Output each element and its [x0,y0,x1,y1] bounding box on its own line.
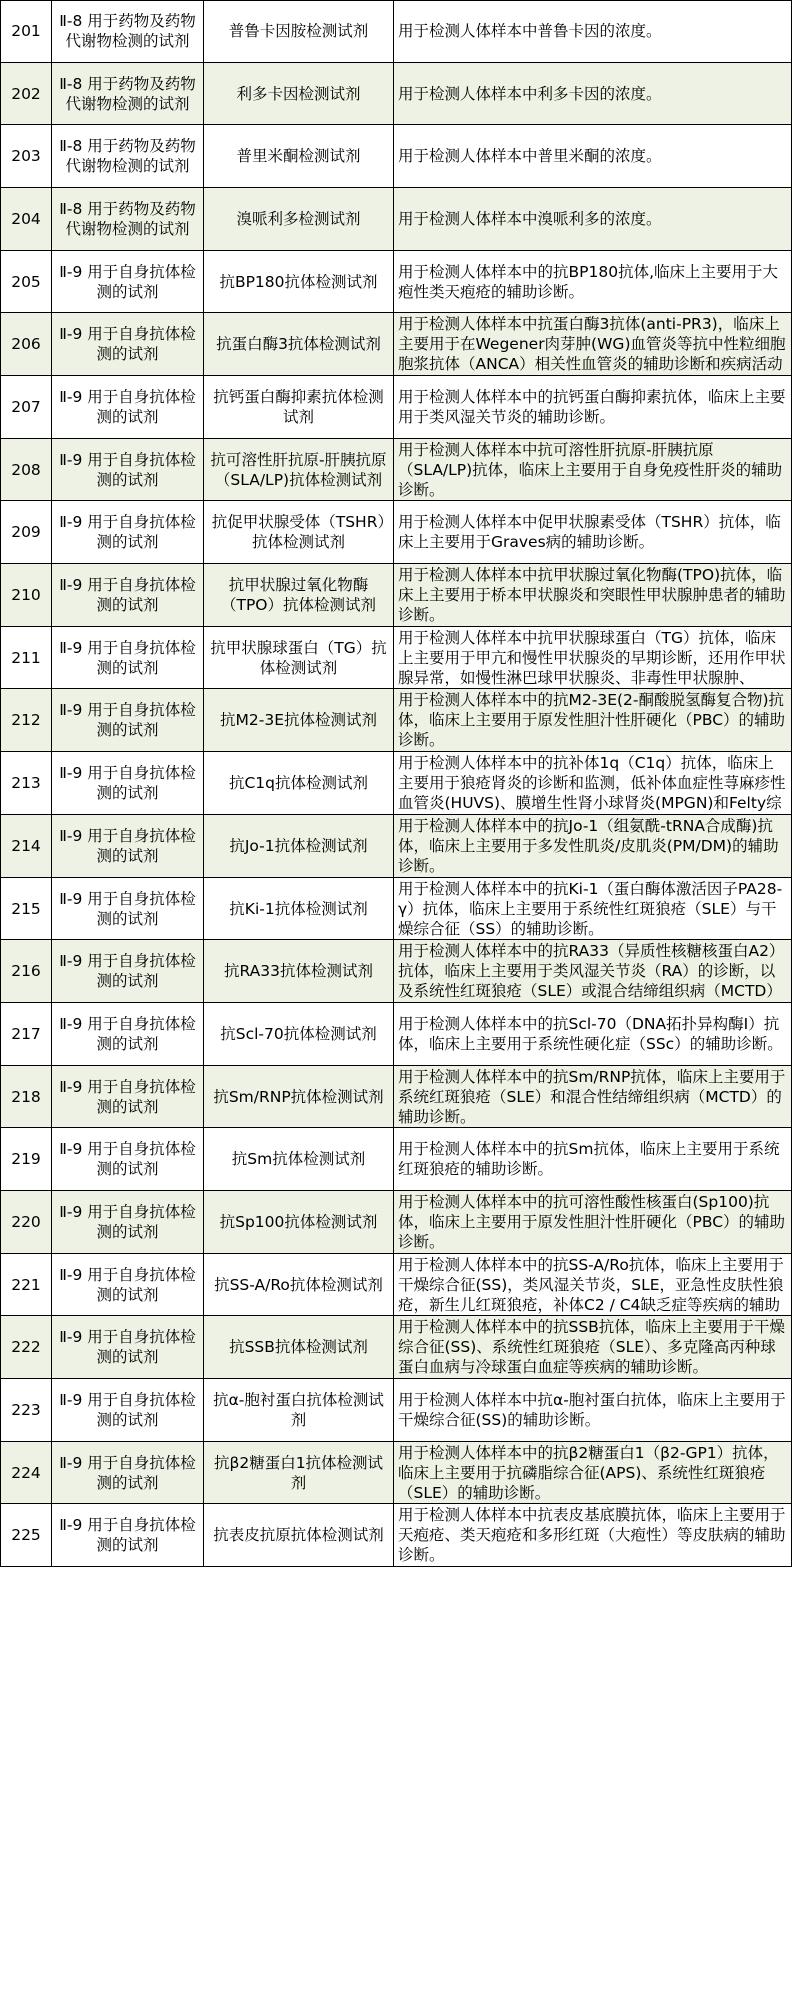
description-cell [394,313,792,376]
category-cell: Ⅱ-8 用于药物及药物代谢物检测的试剂 [52,63,204,125]
product-name-cell: 抗BP180抗体检测试剂 [204,251,394,313]
description-cell [394,63,792,125]
description-text: 用于检测人体样本中促甲状腺素受体（TSHR）抗体，临床上主要用于Graves病的辅助诊断。 [398,513,781,551]
table-row [0,501,792,564]
product-name-cell: 抗促甲状腺受体（TSHR）抗体检测试剂 [204,501,394,564]
row-number: 223 [0,1379,52,1442]
product-name-cell: 抗钙蛋白酶抑素抗体检测试剂 [204,376,394,439]
product-name-cell: 抗Scl-70抗体检测试剂 [204,1003,394,1066]
row-number: 209 [0,501,52,564]
category-cell: Ⅱ-9 用于自身抗体检测的试剂 [52,1128,204,1191]
description-cell [394,125,792,188]
row-number: 212 [0,689,52,752]
table-row [0,1191,792,1254]
category-cell: Ⅱ-9 用于自身抗体检测的试剂 [52,501,204,564]
product-name-cell: 抗SS-A/Ro抗体检测试剂 [204,1254,394,1316]
row-number: 221 [0,1254,52,1316]
description-cell [394,1254,792,1316]
row-number: 202 [0,63,52,125]
row-number: 206 [0,313,52,376]
description-cell [394,188,792,251]
description-cell [394,627,792,689]
description-text: 用于检测人体样本中溴哌利多的浓度。 [398,210,662,228]
row-number: 217 [0,1003,52,1066]
description-text: 用于检测人体样本中普里米酮的浓度。 [398,147,662,165]
product-name-cell: 抗Ki-1抗体检测试剂 [204,878,394,940]
category-cell: Ⅱ-9 用于自身抗体检测的试剂 [52,1066,204,1128]
description-text: 用于检测人体样本中的抗SSB抗体，临床上主要用于干燥综合征(SS)、系统性红斑狼疮（SLE）、多克隆高丙种球蛋白血病与冷球蛋白血症等疾病的辅助诊断。 [398,1318,785,1376]
description-text: 用于检测人体样本中的抗M2-3E(2-酮酸脱氢酶复合物)抗体，临床上主要用于原发性胆汁性肝硬化（PBC）的辅助诊断。 [398,691,786,749]
row-number: 213 [0,752,52,815]
description-text: 用于检测人体样本中的抗Sm/RNP抗体，临床上主要用于系统红斑狼疮（SLE）和混合性结缔组织病（MCTD）的辅助诊断。 [398,1067,786,1126]
product-name-cell: 抗Sp100抗体检测试剂 [204,1191,394,1254]
row-number: 224 [0,1442,52,1504]
description-cell [394,501,792,564]
description-text: 用于检测人体样本中利多卡因的浓度。 [398,84,662,103]
description-cell [394,1316,792,1379]
product-name-cell: 抗Jo-1抗体检测试剂 [204,815,394,878]
category-cell: Ⅱ-9 用于自身抗体检测的试剂 [52,1254,204,1316]
table-row [0,940,792,1003]
description-cell [394,0,792,63]
category-cell: Ⅱ-9 用于自身抗体检测的试剂 [52,815,204,878]
row-number: 220 [0,1191,52,1254]
description-text: 用于检测人体样本中抗表皮基底膜抗体，临床上主要用于天疱疮、类天疱疮和多形红斑（大疱性）等皮肤病的辅助诊断。 [398,1506,786,1564]
category-cell: Ⅱ-9 用于自身抗体检测的试剂 [52,1191,204,1254]
row-number: 218 [0,1066,52,1128]
description-cell [394,1504,792,1567]
row-number: 225 [0,1504,52,1567]
category-cell: Ⅱ-9 用于自身抗体检测的试剂 [52,376,204,439]
row-number: 211 [0,627,52,689]
description-text: 用于检测人体样本中的抗RA33（异质性核糖核蛋白A2）抗体，临床上主要用于类风湿关节炎（RA）的诊断，以及系统性红斑狼疮（SLE）或混合结缔组织病（MCTD） [398,942,785,1000]
category-cell: Ⅱ-8 用于药物及药物代谢物检测的试剂 [52,0,204,63]
product-name-cell: 普里米酮检测试剂 [204,125,394,188]
row-number: 214 [0,815,52,878]
table-row [0,1128,792,1191]
description-cell [394,1379,792,1442]
description-text: 用于检测人体样本中抗α-胞衬蛋白抗体，临床上主要用于干燥综合征(SS)的辅助诊断。 [398,1391,786,1429]
category-cell: Ⅱ-8 用于药物及药物代谢物检测的试剂 [52,125,204,188]
table-row [0,1504,792,1567]
description-text: 用于检测人体样本中的抗钙蛋白酶抑素抗体，临床上主要用于类风湿关节炎的辅助诊断。 [398,388,786,426]
row-number: 210 [0,564,52,627]
table-row [0,1316,792,1379]
product-name-cell: 抗RA33抗体检测试剂 [204,940,394,1003]
description-cell [394,940,792,1003]
description-text: 用于检测人体样本中的抗β2糖蛋白1（β2-GP1）抗体，临床上主要用于抗磷脂综合征(APS)、系统性红斑狼疮（SLE）的辅助诊断。 [398,1443,779,1502]
description-text: 用于检测人体样本中抗甲状腺球蛋白（TG）抗体，临床上主要用于甲亢和慢性甲状腺炎的早期诊断，还用作甲状腺异常，如慢性淋巴球甲状腺炎、非毒性甲状腺肿、 [398,629,786,687]
table-row [0,1003,792,1066]
table-row [0,752,792,815]
category-cell: Ⅱ-8 用于药物及药物代谢物检测的试剂 [52,188,204,251]
product-name-cell: 普鲁卡因胺检测试剂 [204,0,394,63]
product-name-cell: 抗甲状腺球蛋白（TG）抗体检测试剂 [204,627,394,689]
product-name-cell: 抗β2糖蛋白1抗体检测试剂 [204,1442,394,1504]
category-cell: Ⅱ-9 用于自身抗体检测的试剂 [52,251,204,313]
description-text: 用于检测人体样本中的抗可溶性酸性核蛋白(Sp100)抗体，临床上主要用于原发性胆汁性肝硬化（PBC）的辅助诊断。 [398,1193,786,1251]
description-text: 用于检测人体样本中普鲁卡因的浓度。 [398,22,662,40]
description-cell [394,689,792,752]
product-name-cell: 抗M2-3E抗体检测试剂 [204,689,394,752]
description-text: 用于检测人体样本中抗甲状腺过氧化物酶(TPO)抗体，临床上主要用于桥本甲状腺炎和突眼性甲状腺肿患者的辅助诊断。 [398,566,786,624]
table-row [0,1066,792,1128]
description-text: 用于检测人体样本中的抗BP180抗体,临床上主要用于大疱性类天疱疮的辅助诊断。 [398,262,778,301]
table-row [0,1379,792,1442]
description-cell [394,564,792,627]
description-cell [394,1003,792,1066]
category-cell: Ⅱ-9 用于自身抗体检测的试剂 [52,1442,204,1504]
table-row [0,1442,792,1504]
description-text: 用于检测人体样本中的抗Jo-1（组氨酰-tRNA合成酶)抗体，临床上主要用于多发性肌炎/皮肌炎(PM/DM)的辅助诊断。 [398,817,779,875]
category-cell: Ⅱ-9 用于自身抗体检测的试剂 [52,940,204,1003]
category-cell: Ⅱ-9 用于自身抗体检测的试剂 [52,564,204,627]
description-text: 用于检测人体样本中的抗Scl-70（DNA拓扑异构酶Ⅰ）抗体，临床上主要用于系统性硬化症（SSc）的辅助诊断。 [398,1015,783,1053]
product-name-cell: 利多卡因检测试剂 [204,63,394,125]
table-row [0,627,792,689]
description-cell [394,1442,792,1504]
description-text: 用于检测人体样本中抗可溶性肝抗原-肝胰抗原（SLA/LP)抗体，临床上主要用于自身免疫性肝炎的辅助诊断。 [398,440,783,499]
category-cell: Ⅱ-9 用于自身抗体检测的试剂 [52,1316,204,1379]
row-number: 216 [0,940,52,1003]
category-cell: Ⅱ-9 用于自身抗体检测的试剂 [52,1003,204,1066]
table-row [0,564,792,627]
description-cell [394,376,792,439]
category-cell: Ⅱ-9 用于自身抗体检测的试剂 [52,689,204,752]
category-cell: Ⅱ-9 用于自身抗体检测的试剂 [52,1379,204,1442]
row-number: 215 [0,878,52,940]
product-name-cell: 抗C1q抗体检测试剂 [204,752,394,815]
category-cell: Ⅱ-9 用于自身抗体检测的试剂 [52,439,204,501]
product-name-cell: 抗α-胞衬蛋白抗体检测试剂 [204,1379,394,1442]
product-name-cell: 抗可溶性肝抗原-肝胰抗原（SLA/LP)抗体检测试剂 [204,439,394,501]
row-number: 205 [0,251,52,313]
table-row [0,1254,792,1316]
description-cell [394,439,792,501]
description-cell [394,815,792,878]
description-cell [394,878,792,940]
description-text: 用于检测人体样本中的抗Sm抗体，临床上主要用于系统红斑狼疮的辅助诊断。 [398,1140,780,1178]
description-text: 用于检测人体样本中的抗补体1q（C1q）抗体，临床上主要用于狼疮肾炎的诊断和监测，低补体血症性荨麻疹性血管炎(HUVS)、膜增生性肾小球肾炎(MPGN)和Felty综 [398,754,786,812]
product-name-cell: 溴哌利多检测试剂 [204,188,394,251]
category-cell: Ⅱ-9 用于自身抗体检测的试剂 [52,752,204,815]
category-cell: Ⅱ-9 用于自身抗体检测的试剂 [52,627,204,689]
table-row [0,0,792,63]
table-row [0,689,792,752]
table-row [0,63,792,125]
product-name-cell: 抗Sm抗体检测试剂 [204,1128,394,1191]
table-row [0,878,792,940]
category-cell: Ⅱ-9 用于自身抗体检测的试剂 [52,1504,204,1567]
description-cell [394,752,792,815]
table-row [0,125,792,188]
table-row [0,815,792,878]
table-row [0,251,792,313]
row-number: 203 [0,125,52,188]
product-name-cell: 抗SSB抗体检测试剂 [204,1316,394,1379]
row-number: 219 [0,1128,52,1191]
description-cell [394,1066,792,1128]
row-number: 201 [0,0,52,63]
table-row [0,313,792,376]
category-cell: Ⅱ-9 用于自身抗体检测的试剂 [52,878,204,940]
row-number: 204 [0,188,52,251]
description-cell [394,1128,792,1191]
table-row [0,188,792,251]
row-number: 208 [0,439,52,501]
description-text: 用于检测人体样本中的抗SS-A/Ro抗体，临床上主要用于干燥综合征(SS)，类风湿关节炎，SLE，亚急性皮肤性狼疮，新生儿红斑狼疮，补体C2 / C4缺乏症等疾病的辅助 [398,1256,784,1314]
description-cell [394,1191,792,1254]
product-name-cell: 抗表皮抗原抗体检测试剂 [204,1504,394,1567]
row-number: 222 [0,1316,52,1379]
description-text: 用于检测人体样本中的抗Ki-1（蛋白酶体激活因子PA28-γ）抗体，临床上主要用于系统性红斑狼疮（SLE）与干燥综合征（SS）的辅助诊断。 [398,879,783,938]
description-text: 用于检测人体样本中抗蛋白酶3抗体(anti-PR3)，临床上主要用于在Wegener肉芽肿(WG)血管炎等抗中性粒细胞胞浆抗体（ANCA）相关性血管炎的辅助诊断和疾病活动 [398,315,786,373]
row-number: 207 [0,376,52,439]
product-name-cell: 抗甲状腺过氧化物酶（TPO）抗体检测试剂 [204,564,394,627]
product-name-cell: 抗Sm/RNP抗体检测试剂 [204,1066,394,1128]
product-name-cell: 抗蛋白酶3抗体检测试剂 [204,313,394,376]
table-row [0,439,792,501]
description-cell [394,251,792,313]
category-cell: Ⅱ-9 用于自身抗体检测的试剂 [52,313,204,376]
table-row [0,376,792,439]
